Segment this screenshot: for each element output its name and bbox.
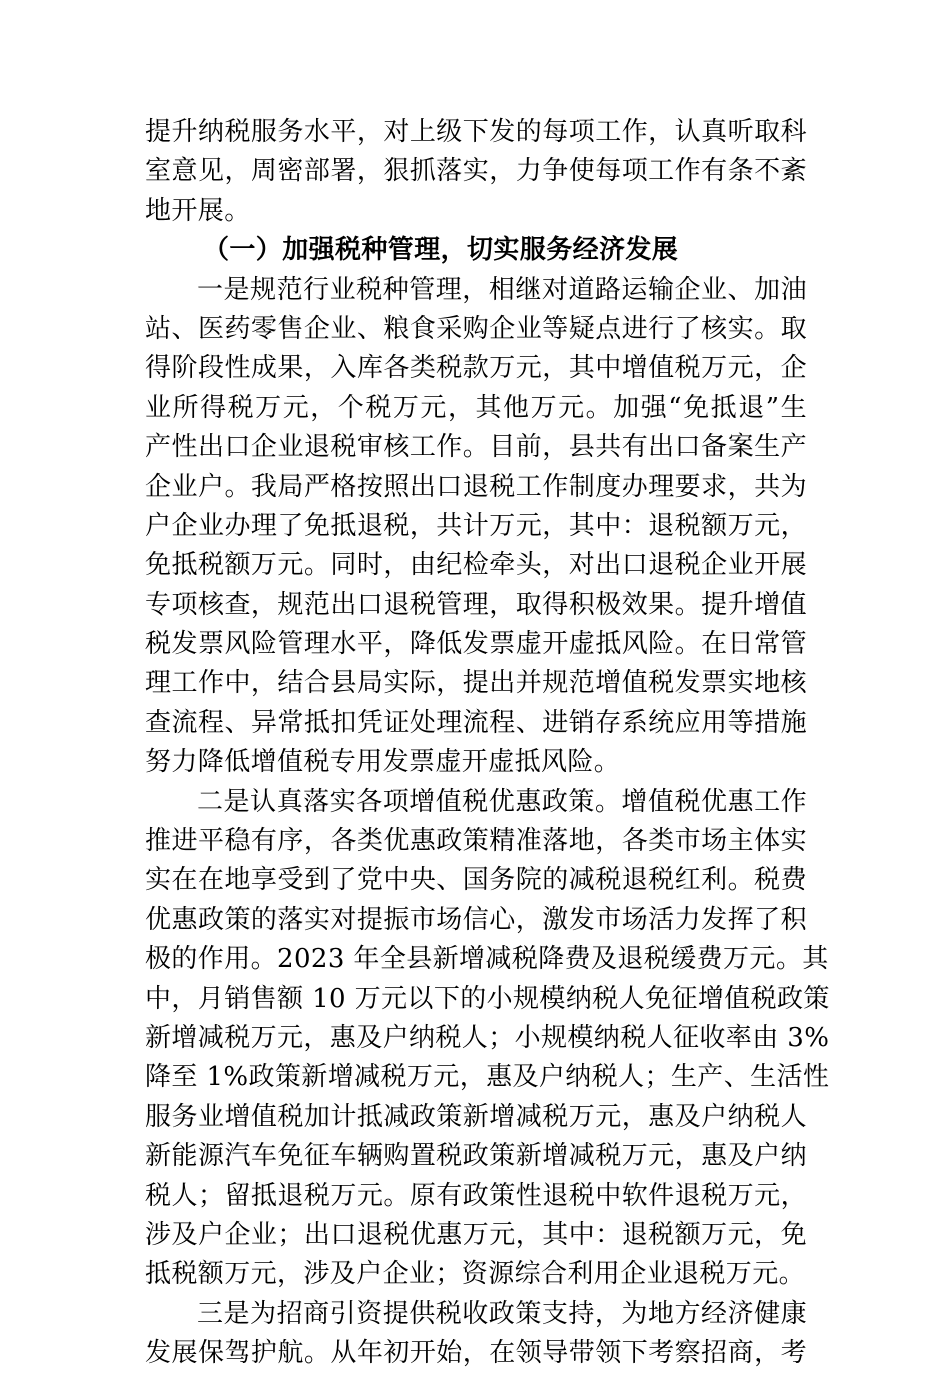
text-line: 努力降低增值税专用发票虚开虚抵风险。 xyxy=(145,747,621,778)
text-line: 新能源汽车免征车辆购置税政策新增减税万元，惠及户纳 xyxy=(145,1141,807,1172)
text-line: 实在在地享受到了党中央、国务院的减税退税红利。税费 xyxy=(145,865,807,896)
text-line: 推进平稳有序，各类优惠政策精准落地，各类市场主体实 xyxy=(145,826,807,857)
text-line: 查流程、异常抵扣凭证处理流程、进销存系统应用等措施 xyxy=(145,707,807,738)
text-line: 提升纳税服务水平，对上级下发的每项工作，认真听取科 xyxy=(145,117,807,147)
text-line: 中，月销售额 10 万元以下的小规模纳税人免征增值税政策 xyxy=(145,983,830,1014)
text-line: 免抵税额万元。同时，由纪检牵头，对出口退税企业开展 xyxy=(145,550,807,581)
section-heading: （一）加强税种管理，切实服务经济发展 xyxy=(203,235,679,266)
text-line: 理工作中，结合县局实际，提出并规范增值税发票实地核 xyxy=(145,668,807,699)
text-line: 涉及户企业；出口退税优惠万元，其中：退税额万元，免 xyxy=(145,1219,807,1250)
text-line: 产性出口企业退税审核工作。目前，县共有出口备案生产 xyxy=(145,432,807,463)
text-line: 一是规范行业税种管理，相继对道路运输企业、加油 xyxy=(197,274,807,305)
text-line: 业所得税万元，个税万元，其他万元。加强“免抵退”生 xyxy=(145,392,807,423)
text-line: 极的作用。2023 年全县新增减税降费及退税缓费万元。其 xyxy=(145,944,829,975)
text-line: 抵税额万元，涉及户企业；资源综合利用企业退税万元。 xyxy=(145,1259,806,1290)
text-line: 户企业办理了免抵退税，共计万元，其中：退税额万元， xyxy=(145,510,807,541)
text-line: 税发票风险管理水平，降低发票虚开虚抵风险。在日常管 xyxy=(145,629,807,660)
text-line: 得阶段性成果，入库各类税款万元，其中增值税万元，企 xyxy=(145,353,807,384)
text-line: 地开展。 xyxy=(145,195,251,226)
text-line: 室意见，周密部署，狠抓落实，力争使每项工作有条不紊 xyxy=(145,156,807,187)
text-line: 企业户。我局严格按照出口退税工作制度办理要求，共为 xyxy=(145,471,807,502)
text-line: 优惠政策的落实对提振市场信心，激发市场活力发挥了积 xyxy=(145,904,807,935)
text-line: 服务业增值税加计抵减政策新增减税万元，惠及户纳税人 xyxy=(145,1101,807,1132)
text-line: 三是为招商引资提供税收政策支持，为地方经济健康 xyxy=(197,1298,807,1329)
text-line: 新增减税万元，惠及户纳税人；小规模纳税人征收率由 3% xyxy=(145,1022,830,1053)
text-line: 降至 1%政策新增减税万元，惠及户纳税人；生产、生活性 xyxy=(145,1062,830,1093)
body-text xyxy=(145,113,830,1374)
text-line: 站、医药零售企业、粮食采购企业等疑点进行了核实。取 xyxy=(145,313,807,344)
text-line: 专项核查，规范出口退税管理，取得积极效果。提升增值 xyxy=(145,589,807,620)
text-line: 二是认真落实各项增值税优惠政策。增值税优惠工作 xyxy=(197,786,807,817)
text-line: 发展保驾护航。从年初开始，在领导带领下考察招商，考 xyxy=(145,1338,807,1369)
text-line: 税人；留抵退税万元。原有政策性退税中软件退税万元， xyxy=(145,1180,807,1211)
